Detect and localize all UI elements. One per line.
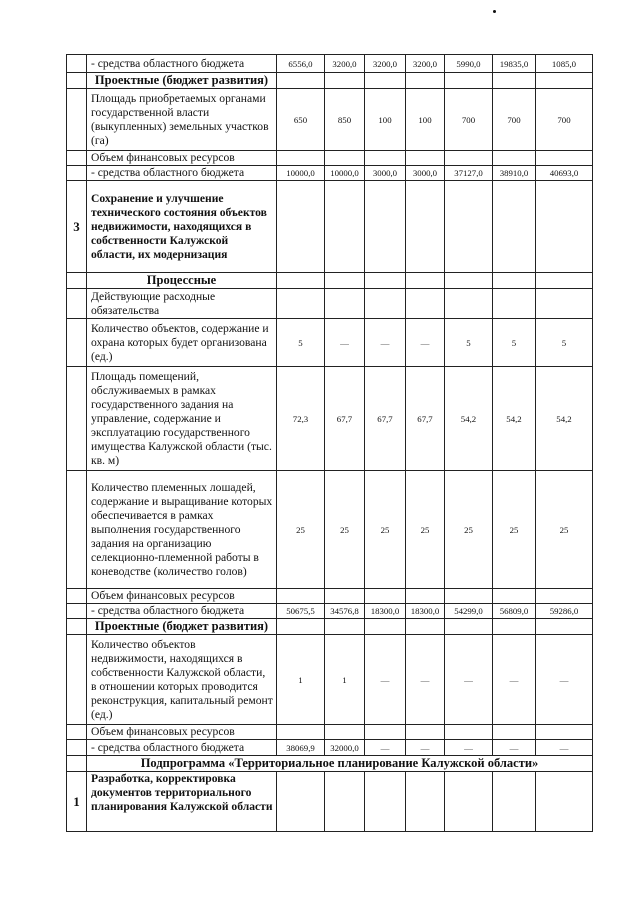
cell-value: 54299,0: [445, 604, 493, 619]
section-header: Проектные (бюджет развития): [87, 73, 277, 89]
cell-value: 54,2: [445, 367, 493, 471]
row-label: Площадь помещений, обслуживаемых в рамках государственного задания на управление, содержание и эксплуатацию государственного имущества Калужской области (тыс. кв. м): [87, 367, 277, 471]
subprogram-header: Подпрограмма «Территориальное планирование Калужской области»: [87, 756, 593, 772]
table-row: [67, 367, 593, 471]
section-header: Процессные: [87, 273, 277, 289]
cell-value: 38910,0: [493, 166, 536, 181]
row-label: - средства областного бюджета: [87, 604, 277, 619]
table-row: [67, 55, 593, 73]
section-header-row: [67, 73, 593, 89]
cell-value: —: [406, 319, 445, 367]
row-label: Площадь приобретаемых органами государственной власти (выкупленных) земельных участков (га): [87, 89, 277, 151]
cell-value: 3200,0: [406, 55, 445, 73]
cell-value: 10000,0: [325, 166, 365, 181]
cell-value: —: [365, 635, 406, 725]
row-label: - средства областного бюджета: [87, 740, 277, 756]
cell-value: —: [406, 635, 445, 725]
row-label: Количество объектов, содержание и охрана которых будет организована (ед.): [87, 319, 277, 367]
cell-value: —: [325, 319, 365, 367]
row-label: Объем финансовых ресурсов: [87, 725, 277, 740]
row-label: Действующие расходные обязательства: [87, 289, 277, 319]
cell-value: 25: [325, 471, 365, 589]
cell-value: 32000,0: [325, 740, 365, 756]
cell-value: 850: [325, 89, 365, 151]
cell-value: 59286,0: [536, 604, 593, 619]
cell-value: 19835,0: [493, 55, 536, 73]
cell-value: —: [365, 740, 406, 756]
cell-value: 56809,0: [493, 604, 536, 619]
cell-value: 25: [445, 471, 493, 589]
section-header: Проектные (бюджет развития): [87, 619, 277, 635]
cell-value: 5: [445, 319, 493, 367]
cell-value: 10000,0: [277, 166, 325, 181]
cell-value: 5: [277, 319, 325, 367]
cell-value: 3000,0: [365, 166, 406, 181]
cell-value: 100: [406, 89, 445, 151]
row-number: 3: [67, 181, 87, 273]
cell-value: —: [536, 635, 593, 725]
cell-value: 40693,0: [536, 166, 593, 181]
cell-value: 700: [493, 89, 536, 151]
row-label: Количество племенных лошадей, содержание и выращивание которых обеспечивается в рамках выполнения государственного задания на организацию селекционно-племенной работы в коневодстве (количество голов): [87, 471, 277, 589]
cell-value: 38069,9: [277, 740, 325, 756]
row-label: Количество объектов недвижимости, находящихся в собственности Калужской области, в отношении которых проводится реконструкция, капитальный ремонт (ед.): [87, 635, 277, 725]
cell-value: 5990,0: [445, 55, 493, 73]
cell-value: 25: [365, 471, 406, 589]
subprogram-header-row: [67, 756, 593, 772]
table-row: [67, 772, 593, 832]
cell-value: —: [493, 740, 536, 756]
cell-value: 34576,8: [325, 604, 365, 619]
cell-value: 700: [536, 89, 593, 151]
cell-value: 700: [445, 89, 493, 151]
cell-value: 67,7: [406, 367, 445, 471]
cell-value: 72,3: [277, 367, 325, 471]
section-header-row: [67, 619, 593, 635]
program-indicators-table: [66, 54, 593, 832]
cell-value: 54,2: [536, 367, 593, 471]
row-label: Объем финансовых ресурсов: [87, 589, 277, 604]
cell-value: —: [445, 635, 493, 725]
cell-value: 25: [536, 471, 593, 589]
cell-value: 3200,0: [325, 55, 365, 73]
cell-value: 25: [277, 471, 325, 589]
row-label: Объем финансовых ресурсов: [87, 151, 277, 166]
row-label: - средства областного бюджета: [87, 166, 277, 181]
cell-value: 3200,0: [365, 55, 406, 73]
cell-value: 25: [493, 471, 536, 589]
cell-value: 1085,0: [536, 55, 593, 73]
table-row: [67, 89, 593, 151]
cell-value: 6556,0: [277, 55, 325, 73]
cell-value: 67,7: [365, 367, 406, 471]
table-row: [67, 289, 593, 319]
cell-value: —: [536, 740, 593, 756]
row-label: Сохранение и улучшение технического состояния объектов недвижимости, находящихся в собственности Калужской области, их модернизация: [87, 181, 277, 273]
cell-value: 54,2: [493, 367, 536, 471]
cell-value: —: [365, 319, 406, 367]
cell-value: 3000,0: [406, 166, 445, 181]
table-row: [67, 181, 593, 273]
cell-value: 650: [277, 89, 325, 151]
cell-value: 37127,0: [445, 166, 493, 181]
cell-value: —: [493, 635, 536, 725]
row-label: - средства областного бюджета: [87, 55, 277, 73]
table-row: [67, 166, 593, 181]
table-row: [67, 725, 593, 740]
table-row: [67, 471, 593, 589]
cell-value: —: [406, 740, 445, 756]
cell-value: 50675,5: [277, 604, 325, 619]
table-row: [67, 589, 593, 604]
table-row: [67, 319, 593, 367]
cell-value: 25: [406, 471, 445, 589]
cell-value: 1: [325, 635, 365, 725]
page-mark-dot: [493, 10, 496, 13]
row-number: 1: [67, 772, 87, 832]
cell-value: 5: [536, 319, 593, 367]
table-row: [67, 151, 593, 166]
cell-value: 1: [277, 635, 325, 725]
table-row: [67, 635, 593, 725]
table-row: [67, 604, 593, 619]
cell-value: 5: [493, 319, 536, 367]
cell-value: 100: [365, 89, 406, 151]
row-label: Разработка, корректировка документов территориального планирования Калужской области: [87, 772, 277, 832]
cell-value: 18300,0: [406, 604, 445, 619]
cell-value: 67,7: [325, 367, 365, 471]
table-row: [67, 740, 593, 756]
section-header-row: [67, 273, 593, 289]
cell-value: —: [445, 740, 493, 756]
cell-value: 18300,0: [365, 604, 406, 619]
